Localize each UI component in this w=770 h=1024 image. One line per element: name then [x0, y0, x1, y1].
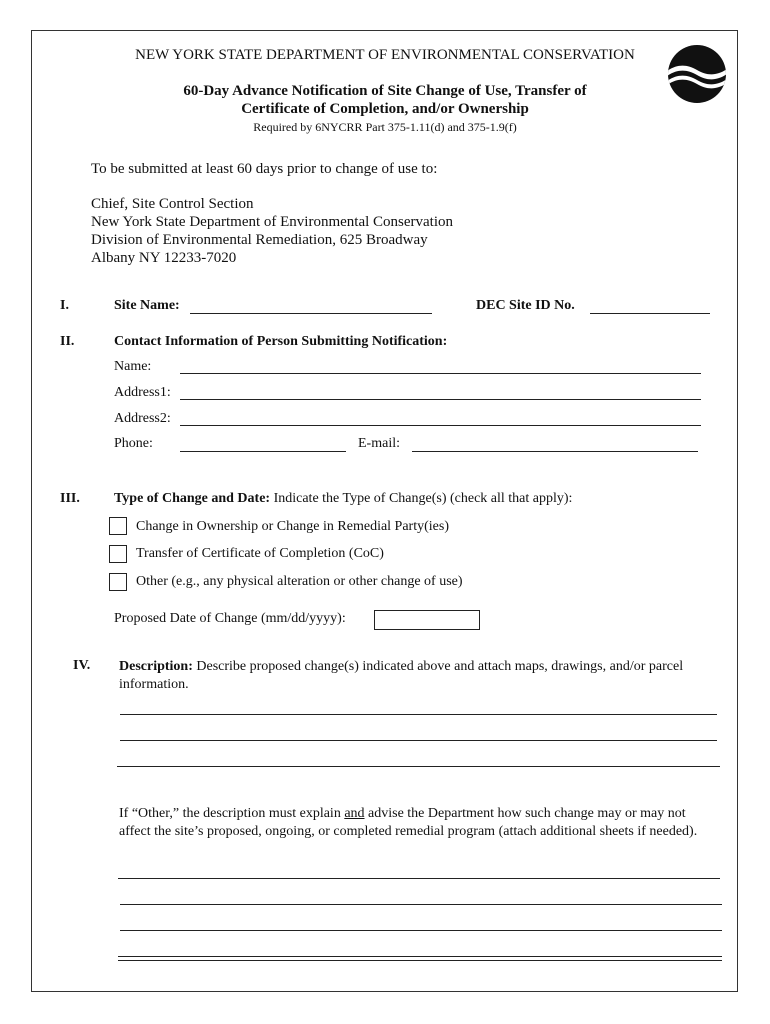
option-coc-transfer-label: Transfer of Certificate of Completion (CoC): [136, 546, 384, 561]
name-field[interactable]: [180, 373, 701, 374]
other-line-4[interactable]: [118, 956, 722, 957]
other-line-3[interactable]: [120, 930, 722, 931]
option-other-change-label: Other (e.g., any physical alteration or other change of use): [136, 574, 463, 589]
site-name-field[interactable]: [190, 313, 432, 314]
checkbox-other-change[interactable]: [109, 573, 127, 591]
email-label: E-mail:: [358, 436, 400, 451]
change-type-heading: [114, 491, 572, 507]
address-line-1: Chief, Site Control Section: [91, 196, 254, 212]
section-1-numeral: I.: [60, 298, 69, 313]
agency-name: NEW YORK STATE DEPARTMENT OF ENVIRONMENTAL CONSERVATION: [135, 47, 635, 63]
email-field[interactable]: [412, 451, 698, 452]
description-line-3[interactable]: [117, 766, 720, 767]
section-2-numeral: II.: [60, 334, 75, 349]
site-id-field[interactable]: [590, 313, 710, 314]
address2-label: Address2:: [114, 411, 171, 426]
form-title-line-1: 60-Day Advance Notification of Site Change of Use, Transfer of: [183, 83, 587, 99]
proposed-date-input[interactable]: [374, 610, 480, 630]
address1-label: Address1:: [114, 385, 171, 400]
other-instruction-part-2: advise the Department how such change may or may not affect the site’s proposed, ongoing, or completed remedial program (attach additional sheets if needed).: [119, 806, 698, 839]
change-type-heading-bold: Type of Change and Date:: [114, 491, 271, 506]
nysdec-wave-logo-icon: [667, 44, 727, 104]
contact-info-heading: Contact Information of Person Submitting Notification:: [114, 334, 448, 349]
description-line-2[interactable]: [120, 740, 717, 741]
other-instruction-emphasis: and: [344, 806, 365, 821]
change-type-heading-rest: Indicate the Type of Change(s) (check all that apply):: [273, 491, 573, 506]
address-line-3: Division of Environmental Remediation, 625 Broadway: [91, 232, 428, 248]
address2-field[interactable]: [180, 425, 701, 426]
regulation-reference: Required by 6NYCRR Part 375-1.11(d) and 375-1.9(f): [253, 120, 517, 134]
site-name-label: Site Name:: [114, 298, 180, 313]
checkbox-coc-transfer[interactable]: [109, 545, 127, 563]
checkbox-ownership-change[interactable]: [109, 517, 127, 535]
description-heading: [119, 658, 709, 694]
other-line-2[interactable]: [120, 904, 722, 905]
phone-field[interactable]: [180, 451, 346, 452]
other-line-5[interactable]: [118, 960, 722, 961]
phone-label: Phone:: [114, 436, 153, 451]
section-3-numeral: III.: [60, 491, 80, 506]
site-id-label: DEC Site ID No.: [476, 298, 575, 313]
submission-instruction: To be submitted at least 60 days prior to change of use to:: [91, 161, 438, 177]
description-heading-rest: Describe proposed change(s) indicated above and attach maps, drawings, and/or parcel information.: [119, 659, 684, 692]
section-4-numeral: IV.: [73, 658, 91, 673]
other-instruction: [119, 805, 719, 841]
name-label: Name:: [114, 359, 152, 374]
address-line-4: Albany NY 12233-7020: [91, 250, 237, 266]
address1-field[interactable]: [180, 399, 701, 400]
other-instruction-part-1: If “Other,” the description must explain: [119, 806, 345, 821]
option-ownership-change-label: Change in Ownership or Change in Remedial Party(ies): [136, 519, 449, 534]
address-line-2: New York State Department of Environmental Conservation: [91, 214, 454, 230]
description-heading-bold: Description:: [119, 659, 193, 674]
description-line-1[interactable]: [120, 714, 717, 715]
other-line-1[interactable]: [118, 878, 720, 879]
proposed-date-label: Proposed Date of Change (mm/dd/yyyy):: [114, 611, 346, 626]
form-title-line-2: Certificate of Completion, and/or Ownership: [241, 101, 529, 117]
